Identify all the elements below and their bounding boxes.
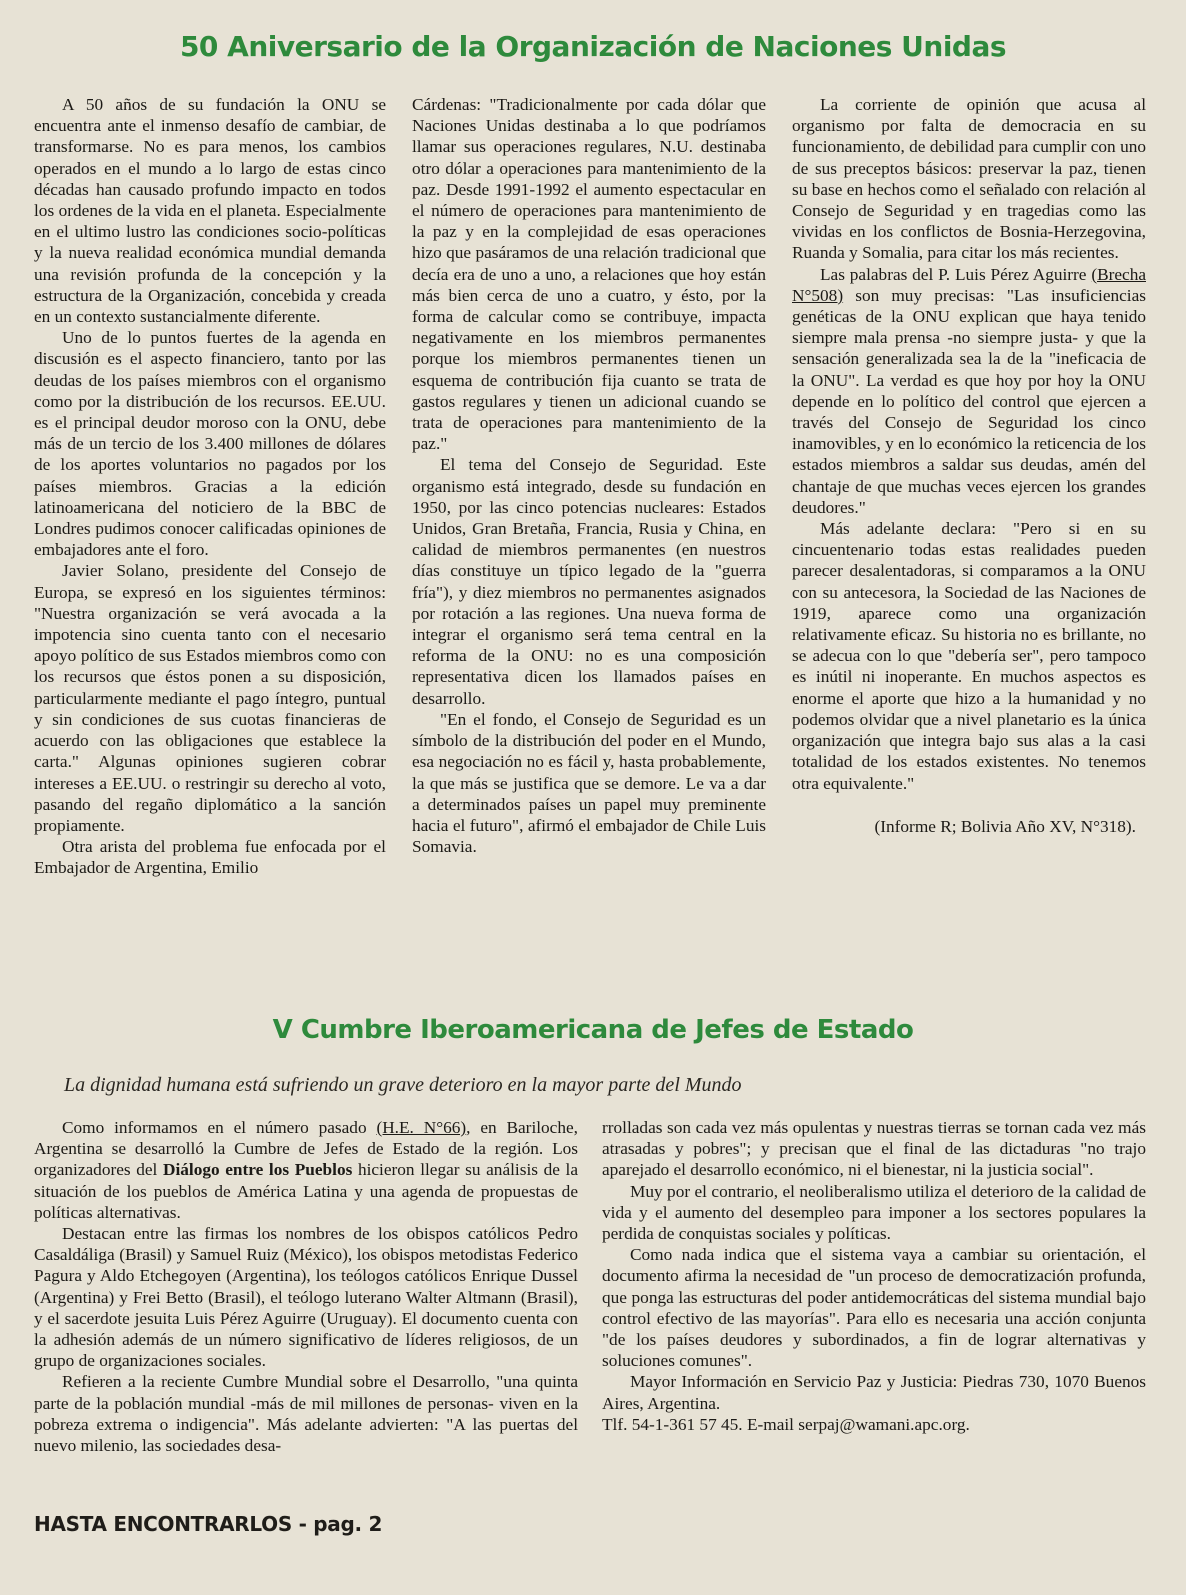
article1-column-2: [412, 94, 766, 857]
paragraph: Otra arista del problema fue enfocada por el Embajador de Argentina, Emilio: [34, 837, 386, 878]
article1-source: (Informe R; Bolivia Año XV, N°318).: [874, 816, 1136, 836]
article2-column-2: [602, 1117, 1146, 1435]
article1-column-3: [792, 94, 1146, 837]
paragraph: "En el fondo, el Consejo de Seguridad es un símbolo de la distribución del poder en el Mundo, esa negociación no es fácil y, hasta probablemente, la que más se justifica que se demore. Le va a dar a determinados países un papel muy preminente hacia el futuro", afirmó el embajador de Chile Luis Somavia.: [412, 709, 766, 857]
article2-subtitle: La dignidad humana está sufriendo un grave deterioro en la mayor parte del Mundo: [64, 1074, 742, 1096]
paragraph: La corriente de opinión que acusa al organismo por falta de democracia en su funcionamiento, de debilidad para cumplir con uno de sus preceptos básicos: preservar la paz, tienen su base en hechos como el señalado con relación al Consejo de Seguridad y en tragedias como las vividas en los conflictos de Bosnia-Herzegovina, Ruanda y Somalia, para citar los más recientes.: [792, 95, 1146, 263]
citation-reference: (H.E. N°66): [376, 1118, 467, 1137]
article2-column-1: [34, 1117, 578, 1456]
text-run: hicieron llegar su análisis de la situación de los pueblos de América Latina y una agenda de propuestas de políticas alternativas.: [34, 1160, 578, 1222]
text-run: son muy precisas: "Las insuficiencias genéticas de la ONU explican que haya tenido siempre mala prensa -no siempre justa- y que la sensación generalizada sea la de la "ineficacia de la ONU". La verdad es que hoy por hoy la ONU depende en lo político del control que ejercen a través del Consejo de Seguridad los cinco inamovibles, y en lo económico la reticencia de los estados miembros a saldar sus deudas, amén del chantaje de que muchas veces ejercen los grandes deudores.": [792, 285, 1146, 517]
text-run: , en Bariloche, Argentina se desarrolló la Cumbre de Jefes de Estado de la región. Los organizadores del: [34, 1118, 578, 1180]
paragraph: El tema del Consejo de Seguridad. Este organismo está integrado, desde su fundación en 1950, por las cinco potencias nucleares: Estados Unidos, Gran Bretaña, Francia, Rusia y China, en calidad de miembros permanentes (en nuestros días constituye un típico legado de la "guerra fría"), y diez miembros no permanentes asignados por rotación a las regiones. Una nueva forma de integrar el organismo será tema central en la reforma de la ONU: no es una composición representativa dicen los llamados países en desarrollo.: [412, 455, 766, 708]
contact-info: Tlf. 54-1-361 57 45. E-mail serpaj@wamani.apc.org.: [602, 1414, 970, 1434]
page-footer: HASTA ENCONTRARLOS - pag. 2: [34, 1512, 383, 1536]
text-run: Como informamos en el número pasado: [62, 1118, 377, 1137]
paragraph: Como nada indica que el sistema vaya a cambiar su orientación, el documento afirma la necesidad de "un proceso de democratización profunda, que ponga las estructuras del poder antidemocráticas del sistema mundial bajo control efectivo de las mayorías". Para ello es necesaria una acción conjunta "de los países deudores y subordinados, a fin de lograr alternativas y soluciones comunes".: [602, 1245, 1146, 1371]
text-run: Las palabras del P. Luis Pérez Aguirre: [820, 264, 1092, 284]
contact-info: Mayor Información en Servicio Paz y Justicia: Piedras 730, 1070 Buenos Aires, Argentina.: [602, 1372, 1146, 1413]
paragraph: Uno de lo puntos fuertes de la agenda en discusión es el aspecto financiero, tanto por las deudas de los países miembros con el organismo como por la distribución de los recursos. EE.UU. es el principal deudor moroso con la ONU, debe más de un tercio de los 3.400 millones de dólares de los aportes voluntarios no pagados por los países miembros. Gracias a la edición latinoamericana del noticiero de la BBC de Londres pudimos conocer calificadas opiniones de embajadores ante el foro.: [34, 328, 386, 560]
paragraph: Refieren a la reciente Cumbre Mundial sobre el Desarrollo, "una quinta parte de la población mundial -más de mil millones de personas- viven en la pobreza extrema o indigencia". Más adelante advierten: "A las puertas del nuevo milenio, las sociedades desa-: [34, 1372, 578, 1456]
paragraph: rrolladas son cada vez más opulentas y nuestras tierras se tornan cada vez más atrasadas y pobres"; y precisan que el final de las dictaduras "no trajo aparejado el desarrollo económico, ni el bienestar, ni la justicia social".: [602, 1118, 1146, 1180]
article1-headline: 50 Aniversario de la Organización de Naciones Unidas: [179, 30, 1007, 63]
paragraph: Javier Solano, presidente del Consejo de Europa, se expresó en los siguientes términos: "Nuestra organización se verá avocada a la impotencia sino cuenta tanto con el necesario apoyo político de sus Estados miembros como con los recursos que éstos ponen a su disposición, particularmente mediante el pago íntegro, puntual y sin condiciones de sus cuotas financieras de acuerdo con las obligaciones que establece la carta." Algunas opiniones sugieren cobrar intereses a EE.UU. o restringir su derecho al voto, pasando del regaño diplomático a la sanción propiamente.: [34, 561, 386, 835]
organization-name: Diálogo entre los Pueblos: [162, 1160, 353, 1180]
paragraph: Más adelante declara: "Pero si en su cincuentenario todas estas realidades pueden parecer desalentadoras, si comparamos a la ONU con su antecesora, la Sociedad de las Naciones de 1919, aparece como una organización relativamente eficaz. Su historia no es brillante, no se adecua con lo que "debería ser", pero tampoco es inútil ni inoperante. En muchos aspectos es enorme el aporte que hizo a la humanidad y no podemos olvidar que a nivel planetario es la única organización que integra bajo sus alas a la casi totalidad de los estados existentes. No tenemos otra equivalente.": [792, 519, 1146, 793]
citation-reference: (Brecha N°508): [792, 264, 1146, 305]
article1-column-1: [34, 94, 386, 879]
paragraph: Muy por el contrario, el neoliberalismo utiliza el deterioro de la calidad de vida y el aumento del desempleo para imponer a los sectores populares la perdida de conquistas sociales y políticas.: [602, 1181, 1146, 1244]
article2-headline: V Cumbre Iberoamericana de Jefes de Estado: [272, 1015, 914, 1045]
paragraph: Cárdenas: "Tradicionalmente por cada dólar que Naciones Unidas destinaba a lo que podríamos llamar sus operaciones regulares, N.U. destinaba otro dólar a operaciones para mantenimiento de la paz. Desde 1991-1992 el aumento espectacular en el número de operaciones para mantenimiento de la paz y en la complejidad de esas operaciones hizo que pasáramos de una relación tradicional que decía era de uno a uno, a relaciones que hoy están más bien cerca de uno a cuatro, y ésto, por la forma de calcular como se contribuye, impacta negativamente en los miembros permanentes porque los miembros permanentes tienen un esquema de contribución fija cuanto se trata de gastos regulares y tienen un adicional cuando se trata de operaciones para mantenimiento de la paz.": [412, 95, 766, 454]
paragraph: [792, 264, 1146, 518]
paragraph: [34, 1117, 578, 1223]
paragraph: Destacan entre las firmas los nombres de los obispos católicos Pedro Casaldáliga (Brasil) y Samuel Ruiz (México), los obispos metodistas Federico Pagura y Aldo Etchegoyen (Argentina), los teólogos católicos Enrique Dussel (Argentina) y Frei Betto (Brasil), el teólogo luterano Walter Altmann (Brasil), y el sacerdote jesuita Luis Pérez Aguirre (Uruguay). El documento cuenta con la adhesión además de un número significativo de líderes religiosos, de un grupo de organizaciones sociales.: [34, 1224, 578, 1371]
paragraph: A 50 años de su fundación la ONU se encuentra ante el inmenso desafío de cambiar, de transformarse. No es para menos, los cambios operados en el mundo a lo largo de estas cinco décadas han causado profundo impacto en todos los ordenes de la vida en el planeta. Especialmente en el ultimo lustro las condiciones socio-políticas y la nueva realidad económica mundial demanda una revisión profunda de la concepción y la estructura de la Organización, concebida y creada en un contexto sustancialmente diferente.: [34, 95, 386, 327]
